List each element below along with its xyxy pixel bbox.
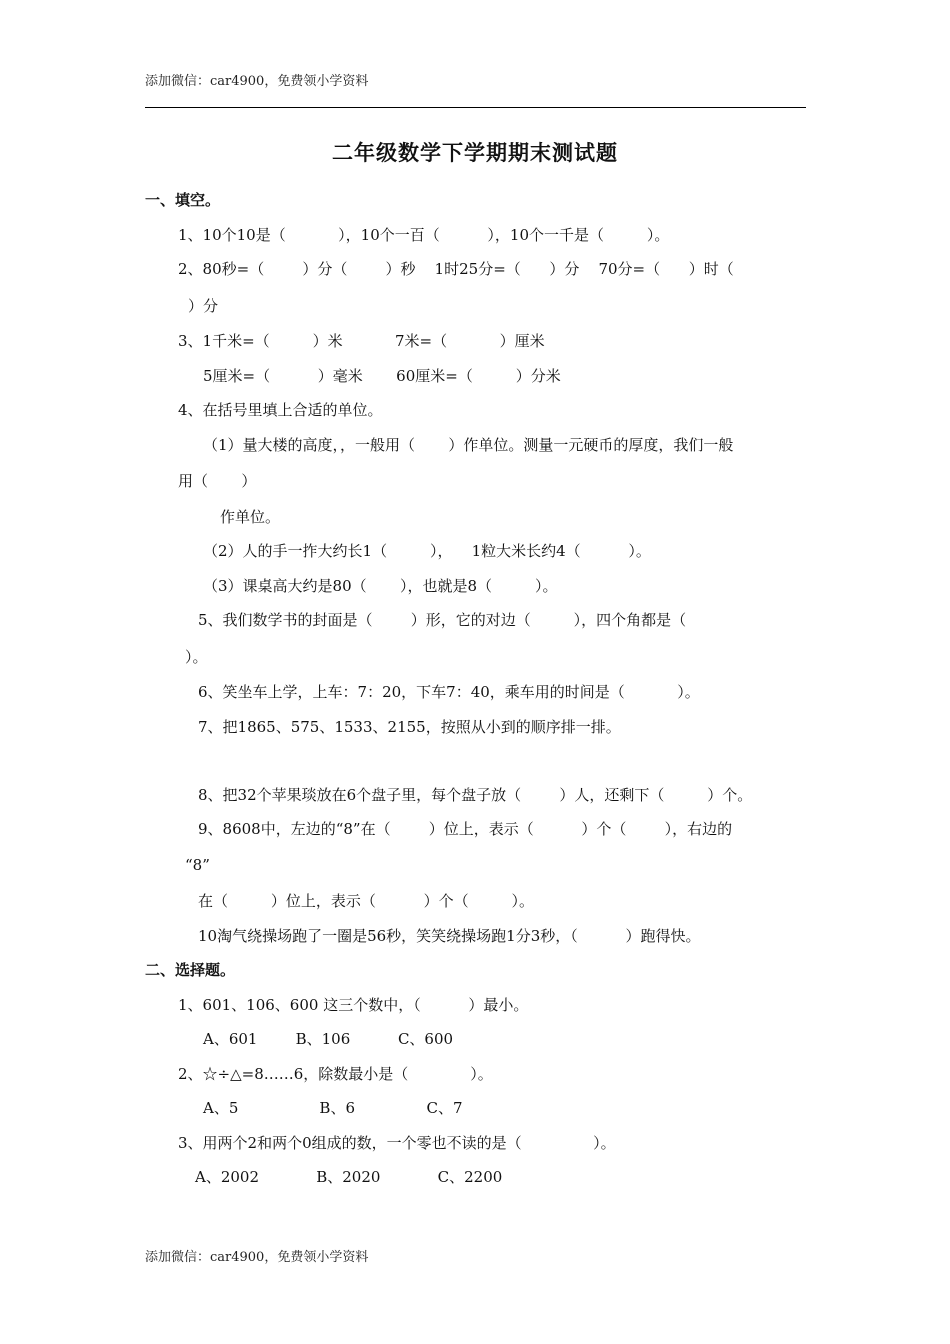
question-line: 10淘气绕操场跑了一圈是56秒，笑笑绕操场跑1分3秒，（ ）跑得快。: [198, 927, 701, 945]
question-line: 7、把1865、575、1533、2155，按照从小到的顺序排一排。: [198, 718, 621, 736]
question-line: 用（ ）: [178, 472, 257, 490]
question-line: 3、1千米=（ ）米 7米=（ ）厘米: [178, 332, 545, 350]
question-line: 8、把32个苹果琰放在6个盘子里，每个盘子放（ ）人，还剩下（ ）个。: [198, 786, 753, 804]
question-line: 9、8608中，左边的“8”在（ ）位上，表示（ ）个（ ），右边的: [198, 820, 733, 838]
question-line: 6、笑坐车上学，上车：7：20，下车7：40，乘车用的时间是（ ）。: [198, 683, 700, 701]
question-line: 1、601、106、600 这三个数中，（ ）最小。: [178, 996, 529, 1014]
question-line: 作单位。: [220, 508, 281, 526]
question-line: 5、我们数学书的封面是（ ）形，它的对边（ ），四个角都是（: [198, 611, 687, 629]
question-line: （1）量大楼的高度，，一般用（ ）作单位。测量一元硬币的厚度，我们一般: [203, 436, 734, 454]
header-divider: [145, 107, 806, 108]
question-line: 2、☆÷△=8……6，除数最小是（ ）。: [178, 1065, 493, 1083]
question-line: 3、用两个2和两个0组成的数，一个零也不读的是（ ）。: [178, 1134, 616, 1152]
question-line: 1、10个10是（ ），10个一百（ ），10个一千是（ ）。: [178, 226, 670, 244]
question-line: 4、在括号里填上合适的单位。: [178, 401, 383, 419]
question-line: （2）人的手一拃大约长1（ ）， 1粒大米长约4（ ）。: [203, 542, 651, 560]
question-line: 5厘米=（ ）毫米 60厘米=（ ）分米: [203, 367, 561, 385]
question-line: “8”: [185, 856, 210, 874]
question-line: （3）课桌高大约是80（ ），也就是8（ ）。: [203, 577, 558, 595]
section-heading-choice: 二、选择题。: [145, 961, 236, 979]
question-line: 在（ ）位上，表示（ ）个（ ）。: [198, 892, 535, 910]
header-note: 添加微信：car4900，免费领小学资料: [145, 74, 369, 89]
option-line: A、2002 B、2020 C、2200: [195, 1168, 503, 1186]
page-title: 二年级数学下学期期末测试题: [332, 140, 618, 165]
option-line: A、601 B、106 C、600: [203, 1030, 454, 1048]
question-line: ）分: [188, 297, 219, 315]
footer-note: 添加微信：car4900，免费领小学资料: [145, 1250, 369, 1265]
question-line: 2、80秒=（ ）分（ ）秒 1时25分=（ ）分 70分=（ ）时（: [178, 260, 734, 278]
section-heading-fill-in: 一、填空。: [145, 191, 221, 209]
option-line: A、5 B、6 C、7: [203, 1099, 463, 1117]
question-line: ）。: [185, 648, 208, 666]
